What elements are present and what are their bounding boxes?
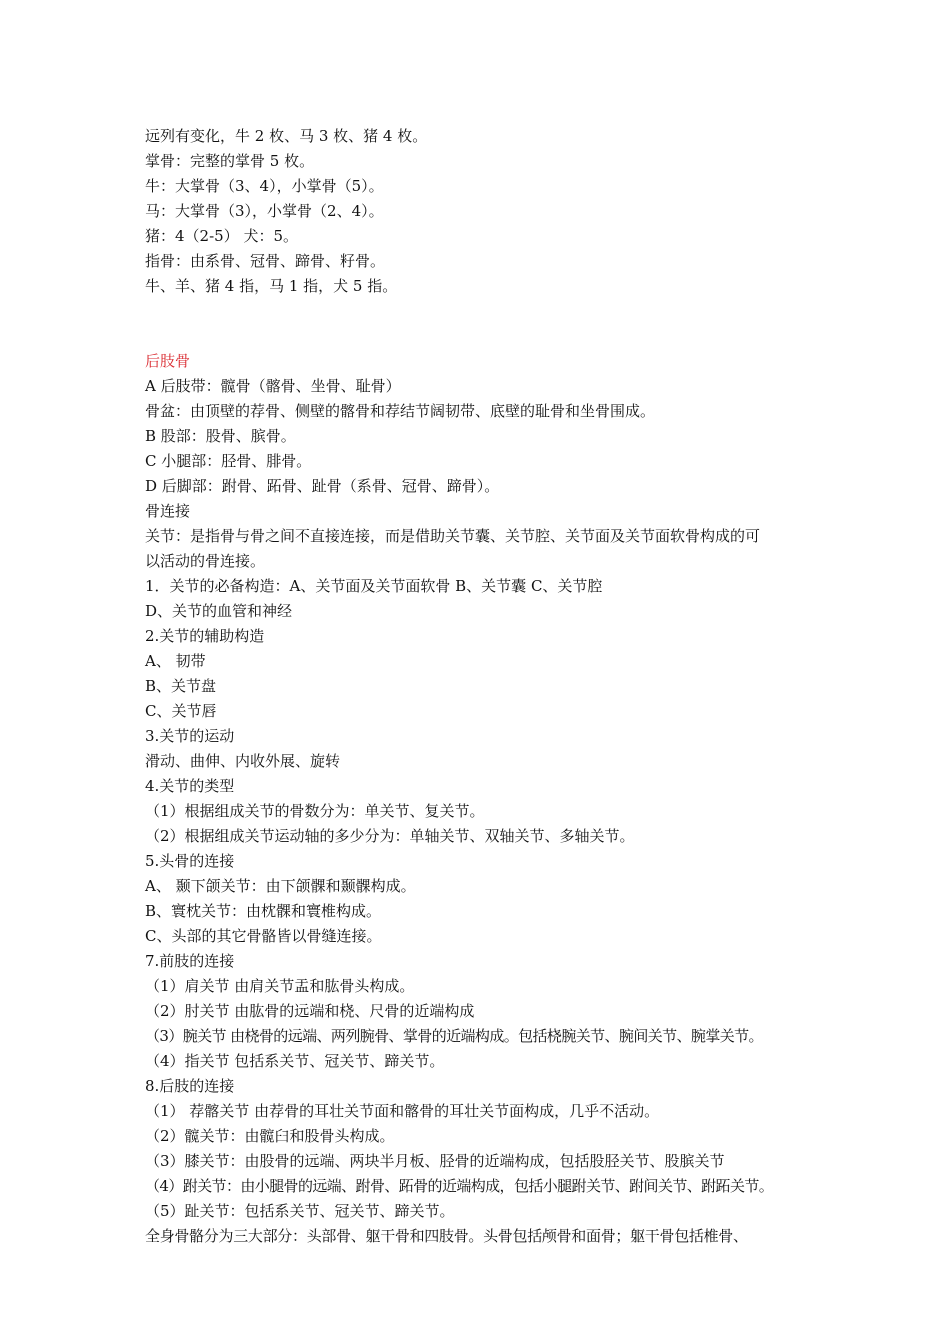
text-line: 3.关节的运动 bbox=[145, 727, 235, 745]
blank-line bbox=[145, 299, 825, 324]
text-line: 2.关节的辅助构造 bbox=[145, 627, 265, 645]
text-line: （4）跗关节：由小腿骨的远端、跗骨、跖骨的近端构成，包括小腿跗关节、跗间关节、跗跖关节。 bbox=[145, 1177, 774, 1195]
text-line: 牛：大掌骨（3、4），小掌骨（5）。 bbox=[145, 177, 384, 195]
text-line: 全身骨骼分为三大部分：头部骨、躯干骨和四肢骨。头骨包括颅骨和面骨；躯干骨包括椎骨、 bbox=[145, 1227, 748, 1245]
text-line: 掌骨：完整的掌骨 5 枚。 bbox=[145, 152, 315, 170]
text-line: 马：大掌骨（3），小掌骨（2、4）。 bbox=[145, 202, 384, 220]
text-line: A、 韧带 bbox=[145, 652, 206, 670]
text-line: 8.后肢的连接 bbox=[145, 1077, 235, 1095]
text-line: （5）趾关节：包括系关节、冠关节、蹄关节。 bbox=[145, 1202, 455, 1220]
text-line: （2）根据组成关节运动轴的多少分为：单轴关节、双轴关节、多轴关节。 bbox=[145, 827, 635, 845]
document-body bbox=[145, 124, 825, 1249]
text-line: 骨连接 bbox=[145, 502, 191, 520]
text-line: 1．关节的必备构造：A、关节面及关节面软骨 B、关节囊 C、关节腔 bbox=[145, 577, 603, 595]
text-line: D、关节的血管和神经 bbox=[145, 602, 293, 620]
text-line: B、寰枕关节：由枕髁和寰椎构成。 bbox=[145, 902, 382, 920]
text-line bbox=[145, 324, 825, 349]
text-line: B、关节盘 bbox=[145, 677, 217, 695]
text-line: C、头部的其它骨骼皆以骨缝连接。 bbox=[145, 927, 382, 945]
text-line: （2）髋关节：由髋臼和股骨头构成。 bbox=[145, 1127, 395, 1145]
text-line: C 小腿部：胫骨、腓骨。 bbox=[145, 452, 312, 470]
text-line: 7.前肢的连接 bbox=[145, 952, 235, 970]
text-line: 牛、羊、猪 4 指，马 1 指，犬 5 指。 bbox=[145, 277, 398, 295]
text-line: 5.头骨的连接 bbox=[145, 852, 235, 870]
text-line: 以活动的骨连接。 bbox=[145, 552, 266, 570]
text-line: （2）肘关节 由肱骨的远端和桡、尺骨的近端构成 bbox=[145, 1002, 475, 1020]
text-line: （1） 荐髂关节 由荐骨的耳壮关节面和髂骨的耳壮关节面构成，几乎不活动。 bbox=[145, 1102, 660, 1120]
text-line: （3）膝关节：由股骨的远端、两块半月板、胫骨的近端构成，包括股胫关节、股膑关节 bbox=[145, 1152, 725, 1170]
text-line: A 后肢带：髋骨（髂骨、坐骨、耻骨） bbox=[145, 377, 401, 395]
text-line: 猪：4（2-5） 犬：5。 bbox=[145, 227, 299, 245]
text-line: （1）肩关节 由肩关节盂和肱骨头构成。 bbox=[145, 977, 415, 995]
text-line: D 后脚部：跗骨、跖骨、趾骨（系骨、冠骨、蹄骨）。 bbox=[145, 477, 500, 495]
text-line: （3）腕关节 由桡骨的远端、两列腕骨、掌骨的近端构成。包括桡腕关节、腕间关节、腕掌关节。 bbox=[145, 1027, 763, 1045]
text-line: 骨盆：由顶壁的荐骨、侧壁的髂骨和荐结节阔韧带、底壁的耻骨和坐骨围成。 bbox=[145, 402, 656, 420]
text-line: C、关节唇 bbox=[145, 702, 217, 720]
text-line: 关节：是指骨与骨之间不直接连接，而是借助关节囊、关节腔、关节面及关节面软骨构成的可 bbox=[145, 527, 761, 545]
text-line: （1）根据组成关节的骨数分为：单关节、复关节。 bbox=[145, 802, 485, 820]
text-line: （4）指关节 包括系关节、冠关节、蹄关节。 bbox=[145, 1052, 445, 1070]
text-line: 4.关节的类型 bbox=[145, 777, 235, 795]
text-line: 滑动、曲伸、内收外展、旋转 bbox=[145, 752, 341, 770]
section-heading-hindlimb: 后肢骨 bbox=[145, 352, 191, 370]
text-line: B 股部：股骨、膑骨。 bbox=[145, 427, 296, 445]
text-line: A、 颞下颌关节：由下颌髁和颞髁构成。 bbox=[145, 877, 416, 895]
text-line: 指骨：由系骨、冠骨、蹄骨、籽骨。 bbox=[145, 252, 386, 270]
text-line: 远列有变化，牛 2 枚、马 3 枚、猪 4 枚。 bbox=[145, 127, 428, 145]
